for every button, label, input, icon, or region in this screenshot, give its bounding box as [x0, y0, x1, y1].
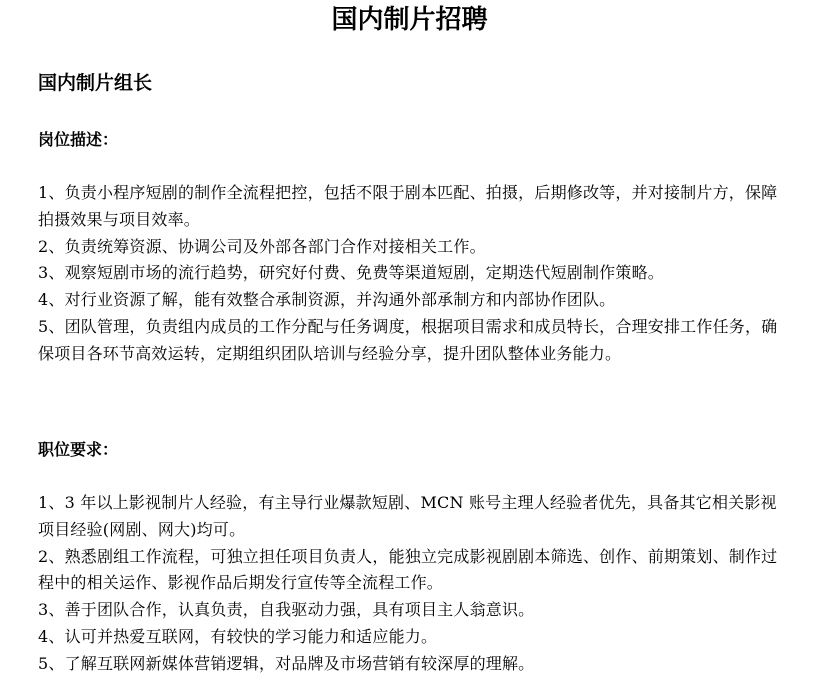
list-item: 5、了解互联网新媒体营销逻辑，对品牌及市场营销有较深厚的理解。 — [38, 653, 535, 673]
job-title: 国内制片组长 — [38, 72, 153, 94]
list-item: 4、对行业资源了解，能有效整合承制资源，并沟通外部承制方和内部协作团队。 — [38, 290, 616, 310]
job-requirements-list — [38, 490, 790, 678]
list-item: 3、观察短剧市场的流行趋势，研究好付费、免费等渠道短剧，定期迭代短剧制作策略。 — [38, 263, 664, 283]
job-description-list — [38, 180, 790, 368]
list-item: 5、团队管理，负责组内成员的工作分配与任务调度，根据项目需求和成员特长，合理安排工作任务，确保项目各环节高效运转，定期组织团队培训与经验分享，提升团队整体业务能力。 — [38, 316, 778, 363]
section-heading-job-description: 岗位描述： — [38, 130, 119, 149]
list-item: 2、负责统筹资源、协调公司及外部各部门合作对接相关工作。 — [38, 236, 486, 256]
list-item: 1、3 年以上影视制片人经验，有主导行业爆款短剧、MCN 账号主理人经验者优先，具备其它相关影视项目经验(网剧、网大)均可。 — [38, 493, 777, 539]
list-item: 2、熟悉剧组工作流程，可独立担任项目负责人，能独立完成影视剧剧本筛选、创作、前期策划、制作过程中的相关运作、影视作品后期发行宣传等全流程工作。 — [38, 546, 778, 593]
list-item: 4、认可并热爱互联网，有较快的学习能力和适应能力。 — [38, 626, 438, 646]
document-title: 国内制片招聘 — [331, 5, 488, 35]
list-item: 3、善于团队合作，认真负责，自我驱动力强，具有项目主人翁意识。 — [38, 600, 535, 620]
section-heading-job-requirements: 职位要求： — [38, 440, 119, 459]
list-item: 1、负责小程序短剧的制作全流程把控，包括不限于剧本匹配、拍摄，后期修改等，并对接制片方，保障拍摄效果与项目效率。 — [38, 183, 778, 229]
